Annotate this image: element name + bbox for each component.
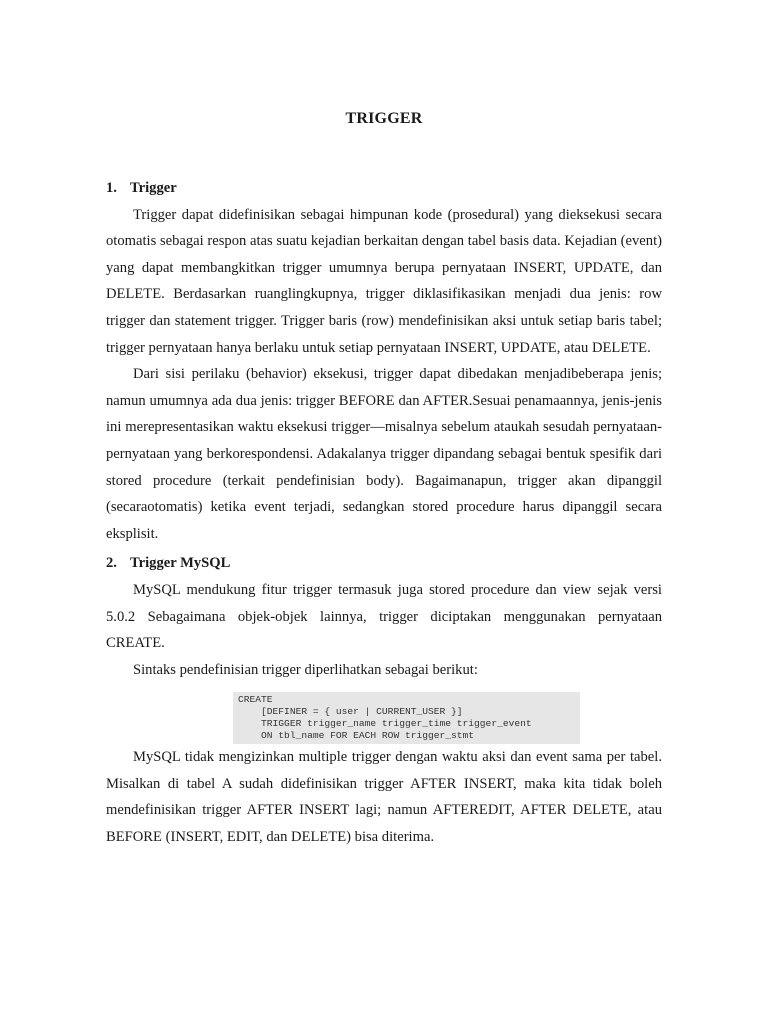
section-heading-trigger-mysql bbox=[106, 550, 662, 577]
paragraph-multiple-triggers: MySQL tidak mengizinkan multiple trigger dengan waktu aksi dan event sama per tabel. Misalkan di tabel A sudah didefinisikan trigger AFTER INSERT, maka kita tidak boleh mendefinisikan trigger AFTER INSERT lagi; namun AFTEREDIT, AFTER DELETE, atau BEFORE (INSERT, EDIT, dan DELETE) bisa diterima. bbox=[106, 749, 662, 846]
paragraph-mysql-support: MySQL mendukung fitur trigger termasuk juga stored procedure dan view sejak versi 5.0.2 Sebagaimana objek-objek lainnya, trigger diciptakan menggunakan pernyataan CREATE. bbox=[106, 581, 662, 652]
section-number: 2. bbox=[106, 555, 117, 572]
section-title: Trigger MySQL bbox=[130, 555, 231, 572]
paragraph-trigger-behavior: Dari sisi perilaku (behavior) eksekusi, trigger dapat dibedakan menjadibeberapa jenis; namun umumnya ada dua jenis: trigger BEFORE dan AFTER.Sesuai penamaannya, jenis-jenis ini merepresentasikan waktu eksekusi trigger—misalnya sebelum ataukah sesudah pernyataan- pernyataan yang berkorespondensi. Adakalanya trigger dipandang sebagai bentuk spesifik dari stored procedure (terkait pendefinisian body). Bagaimanapun, trigger akan dipanggil (secaraotomatis) ketika event terjadi, sedangkan stored procedure harus dipanggil secara eksplisit. bbox=[106, 366, 662, 542]
paragraph-trigger-definition: Trigger dapat didefinisikan sebagai himpunan kode (prosedural) yang dieksekusi secara otomatis sebagai respon atas suatu kejadian berkaitan dengan tabel basis data. Kejadian (event) yang dapat membangkitkan trigger umumnya berupa pernyataan INSERT, UPDATE, dan DELETE. Berdasarkan ruanglingkupnya, trigger diklasifikasikan menjadi dua jenis: row trigger dan statement trigger. Trigger baris (row) mendefinisikan aksi untuk setiap baris tabel; trigger pernyataan hanya berlaku untuk setiap pernyataan INSERT, UPDATE, atau DELETE. bbox=[106, 206, 662, 356]
section-number: 1. bbox=[106, 180, 117, 196]
section-title: Trigger bbox=[130, 180, 177, 196]
document-body bbox=[106, 175, 662, 851]
code-block-trigger-syntax: CREATE [DEFINER = { user | CURRENT_USER }] TRIGGER trigger_name trigger_time trigger_event ON tbl_name FOR EACH ROW trigger_stmt bbox=[233, 692, 580, 744]
document-title: TRIGGER bbox=[345, 110, 423, 127]
paragraph-syntax-intro: Sintaks pendefinisian trigger diperlihatkan sebagai berikut: bbox=[133, 661, 478, 678]
section-heading-trigger bbox=[106, 175, 662, 202]
